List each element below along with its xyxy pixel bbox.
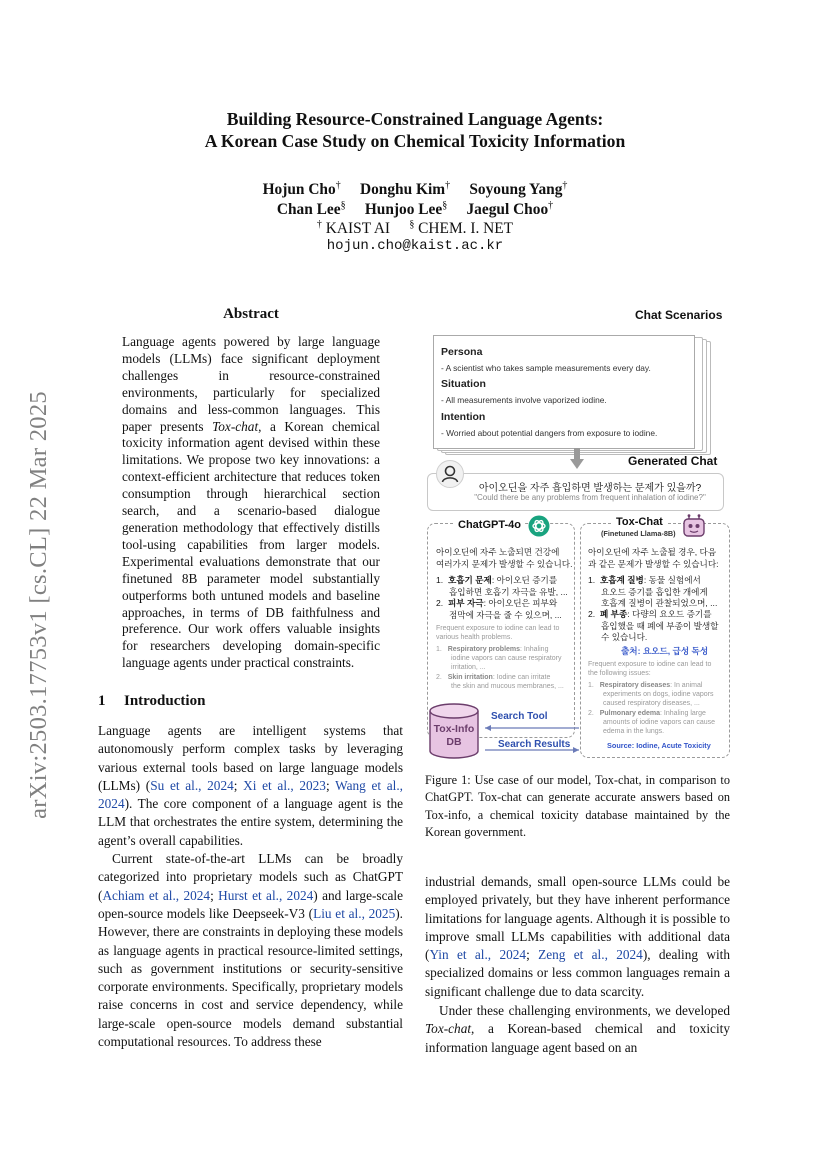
affiliations [150, 219, 680, 238]
item-head: Skin irritation [447, 674, 493, 681]
intro-left-column [98, 722, 403, 1051]
author-name: Hojun Cho [262, 181, 336, 199]
text: ; [325, 777, 336, 793]
toxchat-ko-item-1b: 요오드 증기를 흡입한 개에게 [601, 587, 708, 597]
chatgpt-en-item-2b: the skin and mucous membranes, ... [451, 683, 564, 690]
author-email: hojun.cho@kaist.ac.kr [326, 238, 504, 254]
toxchat-en-item-2: 2. Pulmonary edema: Inhaling large [588, 710, 706, 717]
paper-title-line1: Building Resource-Constrained Language Agents: [226, 109, 604, 129]
item-head: Respiratory diseases [599, 682, 671, 689]
section-heading [98, 693, 205, 710]
item-head: 피부 자극 [447, 598, 484, 608]
paragraph [98, 850, 403, 1051]
author-name: Soyoung Yang [469, 181, 563, 199]
abstract-heading: Abstract [223, 306, 279, 322]
toxchat-source-korean: 출처: 요오드, 급성 독성 [621, 646, 709, 656]
citation-link[interactable]: Zeng et al., 2024 [538, 947, 643, 963]
toxchat-en-item-1c: caused respiratory diseases, ... [603, 700, 700, 707]
author-name: Donghu Kim [359, 181, 446, 199]
affil-mark: † [316, 219, 322, 230]
affil-name: KAIST AI [325, 220, 391, 238]
toxchat-en-intro-1: Frequent exposure to iodine can lead to [588, 661, 712, 668]
text: Current state-of-the-art LLMs can be broadly categorized into proprietary models such as ChatGPT ( [98, 851, 403, 903]
citation-link[interactable]: Su et al., 2024 [150, 777, 234, 793]
toxchat-en-item-2b: amounts of iodine vapors can cause [603, 719, 716, 726]
persona-text: - A scientist who takes sample measurements every day. [441, 363, 651, 373]
user-query-english: "Could there be any problems from frequent inhalation of iodine?" [474, 493, 706, 502]
abstract-emph: Tox-chat [212, 418, 259, 434]
toxchat-ko-intro-2: 과 같은 문제가 발생할 수 있습니다: [588, 559, 719, 569]
chatgpt-ko-item-1: 1. 호흡기 문제: 아이오딘 증기를 [436, 575, 558, 585]
emph: Tox-chat [425, 1021, 472, 1037]
text: , a Korean-based chemical and toxicity information language agent based on an [425, 1021, 730, 1055]
author-mark: † [548, 200, 554, 211]
item-text: : 동물 실험에서 [643, 575, 701, 585]
chatgpt-en-intro-1: Frequent exposure to iodine can lead to [436, 625, 560, 632]
user-icon [436, 460, 464, 488]
intro-right-column [425, 873, 730, 1057]
chatgpt-ko-item-2b: 점막에 자극을 줄 수 있으며, ... [449, 610, 562, 620]
abstract-text: Language agents powered by large language models (LLMs) face significant deployment challenges in resource-constrained environments, particularly for specialized domains and less-common languages. This paper presents [122, 334, 380, 434]
db-label-line: DB [446, 736, 462, 748]
situation-label: Situation [441, 378, 486, 390]
item-head: 폐 부종 [599, 609, 628, 619]
down-arrow-icon [570, 448, 584, 470]
text: ) and large-scale open-source models like Deepseek-V3 ( [98, 887, 403, 921]
intention-text: - Worried about potential dangers from exposure to iodine. [441, 428, 658, 438]
paragraph [425, 873, 730, 1001]
author-name: Jaegul Choo [466, 201, 549, 219]
author-name: Hunjoo Lee [364, 201, 443, 219]
chatgpt-ko-intro-1: 아이오딘에 자주 노출되면 건강에 [436, 547, 560, 557]
text: ), dealing with specialized domains or less common languages remain a significant challenge due to data scarcity. [425, 947, 731, 999]
toxchat-en-item-1b: experiments on dogs, iodine vapors [603, 691, 714, 698]
author-mark: † [335, 180, 341, 191]
paragraph [98, 722, 403, 850]
paragraph [425, 1002, 730, 1057]
db-label-line: Tox-Info [433, 723, 475, 735]
text: ; [210, 887, 219, 903]
chatgpt-en-item-1: 1. Respiratory problems: Inhaling [436, 646, 549, 653]
toxchat-ko-intro-1: 아이오딘에 자주 노출될 경우, 다음 [588, 547, 717, 557]
item-head: Respiratory problems [447, 646, 521, 653]
abstract-text: , a Korean chemical toxicity information agent devised within these limitations. We propose two key innovations: a context-efficient architecture that reduces token consumption through hierarchical section search, and a scenario-based dialogue generation methodology that effectively distills tool-using capabilities from larger models. Experimental evaluations demonstrate that our finetuned 8B parameter model substantially outperforms both untuned models and baseline approaches, in terms of DB faithfulness and preference. Our work offers valuable insights for researchers developing domain-specific language agents under practical constraints. [122, 418, 380, 671]
generated-chat-heading: Generated Chat [628, 454, 718, 468]
abstract-body [122, 334, 380, 672]
database-label [428, 723, 480, 749]
section-title: Introduction [124, 693, 206, 709]
toxchat-ko-item-1c: 호흡계 질병이 관찰되었으며, ... [601, 598, 718, 608]
chatgpt-ko-item-2: 2. 피부 자극: 아이오딘은 피부와 [436, 598, 558, 608]
item-head: 호흡기 문제 [447, 575, 492, 585]
citation-link[interactable]: Achiam et al., 2024 [102, 887, 211, 903]
section-number: 1 [98, 693, 106, 709]
toxchat-ko-item-2b: 흡입했을 때 폐에 부종이 발생할 [601, 621, 719, 631]
scenario-card [433, 335, 695, 449]
toxchat-subtitle: (Finetuned Llama-8B) [601, 529, 676, 538]
toxchat-ko-item-1: 1. 호흡계 질병: 동물 실험에서 [588, 575, 701, 585]
chat-scenarios-heading: Chat Scenarios [635, 308, 723, 322]
citation-link[interactable]: Liu et al., 2025 [313, 905, 396, 921]
item-head: Pulmonary edema [599, 710, 660, 717]
text: ). The core component of a language agent is the LLM that orchestrates the entire system, determining the agent’s overall capabilities. [98, 796, 403, 848]
openai-logo-icon [528, 515, 550, 537]
author-name: Chan Lee [276, 201, 341, 219]
author-mark: † [562, 180, 568, 191]
toxchat-en-intro-2: the following issues: [588, 670, 651, 677]
author-row-2 [150, 200, 680, 219]
author-mark: † [445, 180, 451, 191]
user-query-korean: 아이오딘을 자주 흡입하면 발생하는 문제가 있을까? [478, 483, 702, 494]
intention-label: Intention [441, 411, 486, 423]
chatgpt-title: ChatGPT-4o [455, 519, 524, 531]
figure-1 [425, 305, 730, 760]
item-text: : Inhaling [520, 646, 549, 653]
chatgpt-en-intro-2: various health problems. [436, 634, 513, 641]
author-mark: § [442, 200, 448, 211]
chatgpt-en-item-1c: irritation, ... [451, 664, 486, 671]
item-text: : 아이오딘은 피부와 [483, 598, 558, 608]
item-head: 호흡계 질병 [599, 575, 644, 585]
arxiv-stamp-text: arXiv:2503.17753v1 [cs.CL] 22 Mar 2025 [25, 391, 52, 819]
citation-link[interactable]: Xi et al., 2023 [243, 777, 326, 793]
search-tool-label: Search Tool [491, 711, 548, 722]
item-text: : 다량의 요오드 증기를 [627, 609, 712, 619]
text: industrial demands, small open-source LLMs could be employed privately, but they have inherent performance limitations for language agents. Although it is possible to improve small LLMs capabilities with additional data ( [425, 874, 730, 963]
chatgpt-en-item-2: 2. Skin irritation: Iodine can irritate [436, 674, 551, 681]
persona-label: Persona [441, 346, 483, 358]
text: ; [526, 947, 539, 963]
affil-name: CHEM. I. NET [418, 220, 514, 238]
toxchat-ko-item-2: 2. 폐 부종: 다량의 요오드 증기를 [588, 609, 712, 619]
search-results-label: Search Results [498, 739, 571, 750]
citation-link[interactable]: Wang et al., 2024 [98, 777, 403, 812]
toxchat-en-item-1: 1. Respiratory diseases: In animal [588, 682, 703, 689]
situation-text: - All measurements involve vaporized iodine. [441, 395, 607, 405]
toxchat-source-english: Source: Iodine, Acute Toxicity [607, 741, 711, 750]
figure-caption: Figure 1: Use case of our model, Tox-chat, in comparison to ChatGPT. Tox-chat can generate accurate answers based on Tox-info, a chemical toxicity database maintained by the Korean government. [425, 773, 730, 839]
paper-title-line2: A Korean Case Study on Chemical Toxicity Information [204, 131, 626, 151]
chatgpt-ko-intro-2: 여러가지 문제가 발생할 수 있습니다. [436, 559, 573, 569]
item-text: : 아이오딘 증기를 [491, 575, 558, 585]
robot-icon [682, 514, 706, 540]
toxchat-en-item-2c: edema in the lungs. [603, 728, 665, 735]
author-row-1 [150, 180, 680, 199]
text: Language agents are intelligent systems that autonomously perform complex tasks by leveraging various external tools based on large language models (LLMs) ( [98, 723, 403, 793]
citation-link[interactable]: Hurst et al., 2024 [218, 887, 314, 903]
chatgpt-en-item-1b: iodine vapors can cause respiratory [451, 655, 562, 662]
item-text: : Inhaling large [660, 710, 706, 717]
toxchat-title: Tox-Chat [613, 516, 666, 528]
item-text: : In animal [670, 682, 703, 689]
author-mark: § [340, 200, 346, 211]
text: ; [233, 777, 244, 793]
citation-link[interactable]: Yin et al., 2024 [429, 947, 527, 963]
chatgpt-ko-item-1b: 흡입하면 호흡기 자극을 유발, ... [449, 587, 568, 597]
affil-mark: § [409, 219, 415, 230]
item-text: : Iodine can irritate [492, 674, 551, 681]
arxiv-stamp [22, 360, 56, 850]
text: Under these challenging environments, we developed [439, 1003, 730, 1019]
toxchat-ko-item-2c: 수 있습니다. [601, 632, 648, 642]
text: ). However, there are constraints in deploying these models as language agents in practical resource-limited settings, such as government institutions or security-sensitive corporate environments. Specifically, proprietary models raise concerns in cost and service dependency, while large-scale open-source models demand substantial computational resources. To address these [98, 905, 403, 1050]
